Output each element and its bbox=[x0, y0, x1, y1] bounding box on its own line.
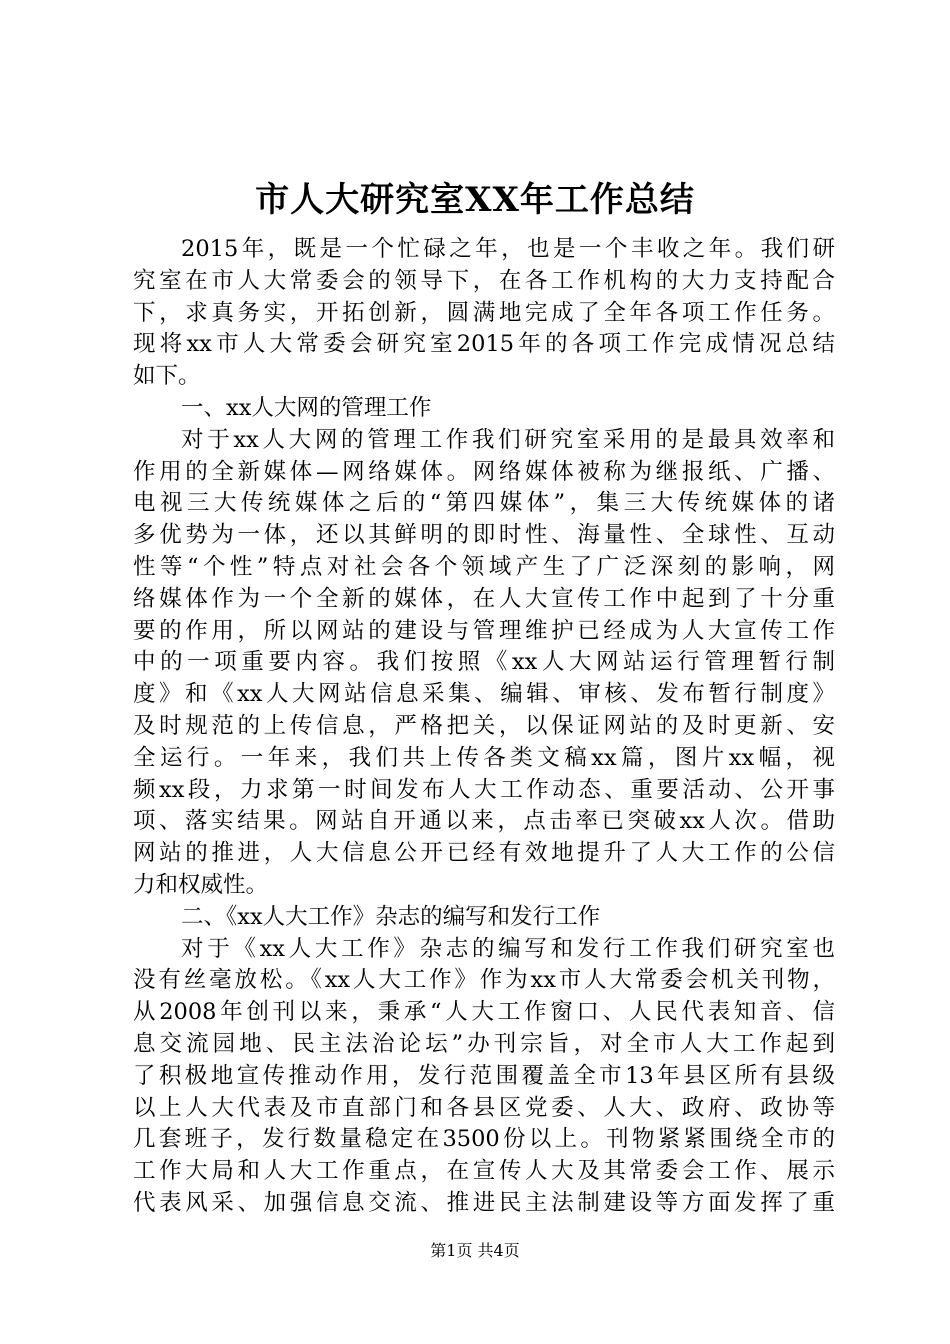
text-line: 几套班子，发行数量稳定在3500份以上。刊物紧紧围绕全市的 bbox=[133, 1126, 835, 1153]
text-line: 对于《xx人大工作》杂志的编写和发行工作我们研究室也 bbox=[181, 935, 835, 962]
page-footer: 第1页 共4页 bbox=[430, 1241, 520, 1260]
text-line: 度》和《xx人大网站信息采集、编辑、审核、发布暂行制度》 bbox=[133, 681, 835, 708]
text-line: 二、《xx人大工作》杂志的编写和发行工作 bbox=[181, 903, 601, 930]
text-line: 以上人大代表及市直部门和各县区党委、人大、政府、政协等 bbox=[133, 1094, 835, 1121]
text-line: 络媒体作为一个全新的媒体，在人大宣传工作中起到了十分重 bbox=[133, 585, 835, 612]
text-line: 从2008年创刊以来，秉承“人大工作窗口、人民代表知音、信 bbox=[133, 999, 835, 1026]
text-line: 中的一项重要内容。我们按照《xx人大网站运行管理暂行制 bbox=[133, 649, 835, 676]
text-line: 频xx段，力求第一时间发布人大工作动态、重要活动、公开事 bbox=[133, 776, 835, 803]
text-line: 对于xx人大网的管理工作我们研究室采用的是最具效率和 bbox=[181, 426, 835, 453]
text-line: 电视三大传统媒体之后的“第四媒体”，集三大传统媒体的诸 bbox=[133, 490, 835, 517]
text-line: 现将xx市人大常委会研究室2015年的各项工作完成情况总结 bbox=[133, 331, 835, 358]
text-line: 2015年，既是一个忙碌之年，也是一个丰收之年。我们研 bbox=[181, 236, 835, 262]
text-line: 要的作用，所以网站的建设与管理维护已经成为人大宣传工作 bbox=[133, 617, 835, 644]
text-line: 及时规范的上传信息，严格把关，以保证网站的及时更新、安 bbox=[133, 712, 835, 739]
text-line: 息交流园地、民主法治论坛”办刊宗旨，对全市人大工作起到 bbox=[133, 1030, 835, 1057]
text-line: 多优势为一体，还以其鲜明的即时性、海量性、全球性、互动 bbox=[133, 522, 835, 549]
text-line: 力和权威性。 bbox=[133, 871, 269, 898]
text-line: 项、落实结果。网站自开通以来，点击率已突破xx人次。借助 bbox=[133, 808, 835, 835]
text-line: 网站的推进，人大信息公开已经有效地提升了人大工作的公信 bbox=[133, 840, 835, 867]
text-line: 究室在市人大常委会的领导下，在各工作机构的大力支持配合 bbox=[133, 267, 835, 294]
text-line: 没有丝毫放松。《xx人大工作》作为xx市人大常委会机关刊物， bbox=[133, 967, 835, 994]
text-line: 下，求真务实，开拓创新，圆满地完成了全年各项工作任务。 bbox=[133, 299, 835, 326]
document-body bbox=[133, 234, 835, 1220]
text-line: 了积极地宣传推动作用，发行范围覆盖全市13年县区所有县级 bbox=[133, 1062, 835, 1089]
text-line: 全运行。一年来，我们共上传各类文稿xx篇，图片xx幅，视 bbox=[133, 744, 835, 771]
document-title: 市人大研究室XX年工作总结 bbox=[255, 180, 695, 220]
text-line: 代表风采、加强信息交流、推进民主法制建设等方面发挥了重 bbox=[133, 1189, 835, 1216]
text-line: 性等“个性”特点对社会各个领域产生了广泛深刻的影响，网 bbox=[133, 553, 835, 580]
text-line: 工作大局和人大工作重点，在宣传人大及其常委会工作、展示 bbox=[133, 1158, 835, 1185]
text-line: 一、xx人大网的管理工作 bbox=[181, 394, 432, 421]
text-line: 如下。 bbox=[133, 363, 201, 390]
text-line: 作用的全新媒体—网络媒体。网络媒体被称为继报纸、广播、 bbox=[133, 458, 835, 485]
